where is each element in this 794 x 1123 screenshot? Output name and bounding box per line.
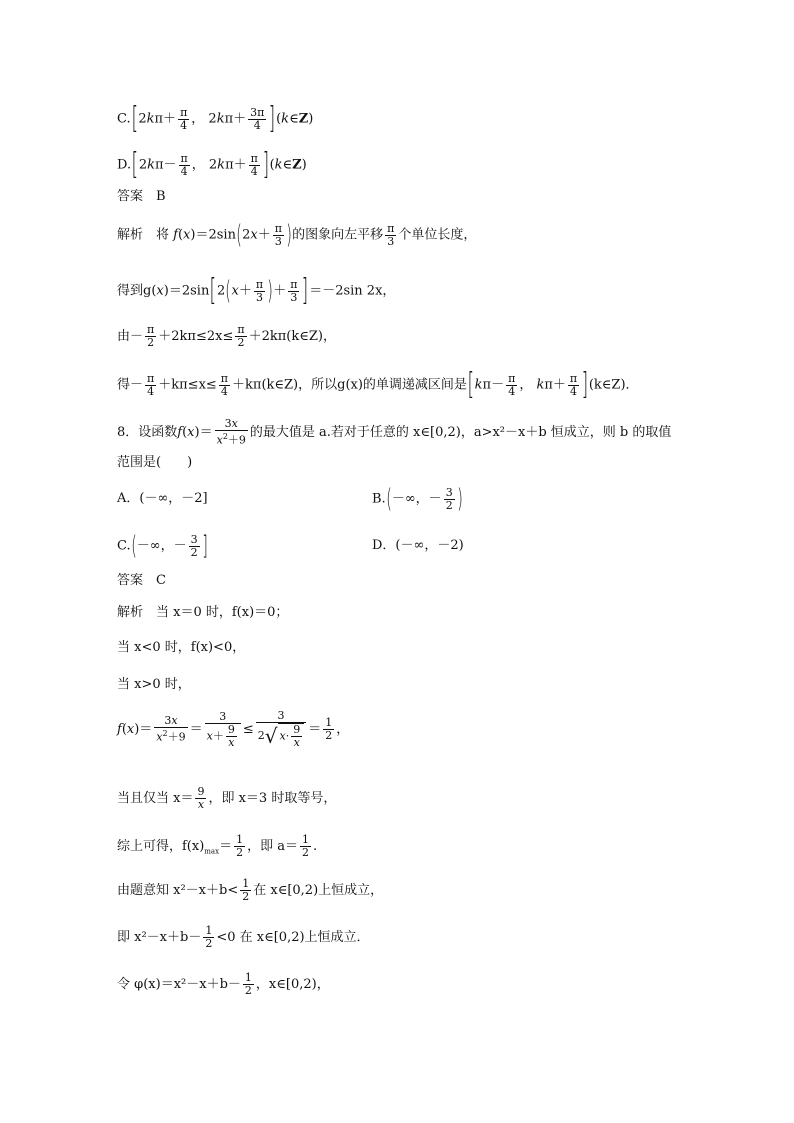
analysis-2-line6: 综上可得，$f(x)_{max}=$ $\frac{1}{2}$ ，即 a＝ $\frac{1}{2}$ . (117, 833, 318, 859)
step-you: 由－ $\frac{\pi}{2}$ ＋2kπ≤2x≤ $\frac{\pi}{2}$ ＋2kπ(k∈Z)， (117, 323, 336, 349)
option-8-a: A．(－∞，－2] (117, 491, 208, 506)
option-d-top: D.[2kπ－ $\frac{\pi}{4}$ ， 2kπ＋ $\frac{\pi}{4}$ ](k∈Z) (117, 147, 307, 182)
question-8-line1: 8．设函数f(x)＝ $\frac{3x}{x^2+9}$ 的最大值是 a.若对于任意的 x∈[0,2)，a>x²－x＋b 恒成立，则 b 的取值 (117, 417, 672, 447)
option-8-d: D．(－∞，－2) (372, 538, 464, 553)
step-de: 得－ $\frac{\pi}{4}$ ＋kπ≤x≤ $\frac{\pi}{4}$ ＋kπ(k∈Z)，所以g(x)的单调递减区间是[kπ－ $\frac{\pi}{4}$ ， kπ＋ $\frac{\pi}{4}$ ](k∈Z)． (117, 367, 639, 402)
option-8-b: B.(－∞，－ $\frac{3}{2}$ ) (372, 484, 463, 514)
analysis-2-line2: 当 x<0 时，f(x)<0， (117, 640, 246, 655)
option-c-top: C.[2kπ＋ $\frac{\pi}{4}$ ， 2kπ＋ $\frac{3\pi}{4}$ ](k∈Z) (117, 101, 314, 136)
analysis-2-line8: 即 x²－x＋b－ $\frac{1}{2}$ <0 在 x∈[0,2)上恒成立． (117, 924, 370, 950)
answer-1: 答案 B (117, 189, 166, 204)
analysis-2-line5: 当且仅当 x＝ $\frac{9}{x}$ ，即 x＝3 时取等号， (117, 785, 337, 811)
analysis-2-line1: 解析 当 x＝0 时，f(x)＝0； (117, 605, 289, 620)
analysis-1: 解析 将 f(x)＝2sin(2x＋ $\frac{\pi}{3}$ )的图象向左平移 $\frac{\pi}{3}$ 个单位长度， (117, 220, 477, 250)
analysis-2-line7: 由题意知 x²－x＋b< $\frac{1}{2}$ 在 x∈[0,2)上恒成立， (117, 877, 384, 903)
option-8-c: C.(－∞，－ $\frac{3}{2}$ ] (117, 531, 208, 561)
analysis-2-line3: 当 x>0 时， (117, 677, 191, 692)
analysis-2-inequality: f(x)＝ $\frac{3x}{x^2+9}$ ＝ 3 x＋ $\frac{9}{x}$ ≤ 3 2√ x· $\frac{9}{x}$ ＝ $\frac{1}{2}$ ， (117, 709, 350, 749)
question-8-line2: 范围是( ) (117, 455, 193, 470)
answer-2: 答案 C (117, 573, 166, 588)
analysis-2-line9: 令 φ(x)＝x²－x＋b－ $\frac{1}{2}$ ，x∈[0,2)， (117, 971, 330, 997)
step-gx: 得到g(x)＝2sin[2(x＋ $\frac{\pi}{3}$ )＋ $\frac{\pi}{3}$ ]＝－2sin 2x， (117, 273, 396, 308)
